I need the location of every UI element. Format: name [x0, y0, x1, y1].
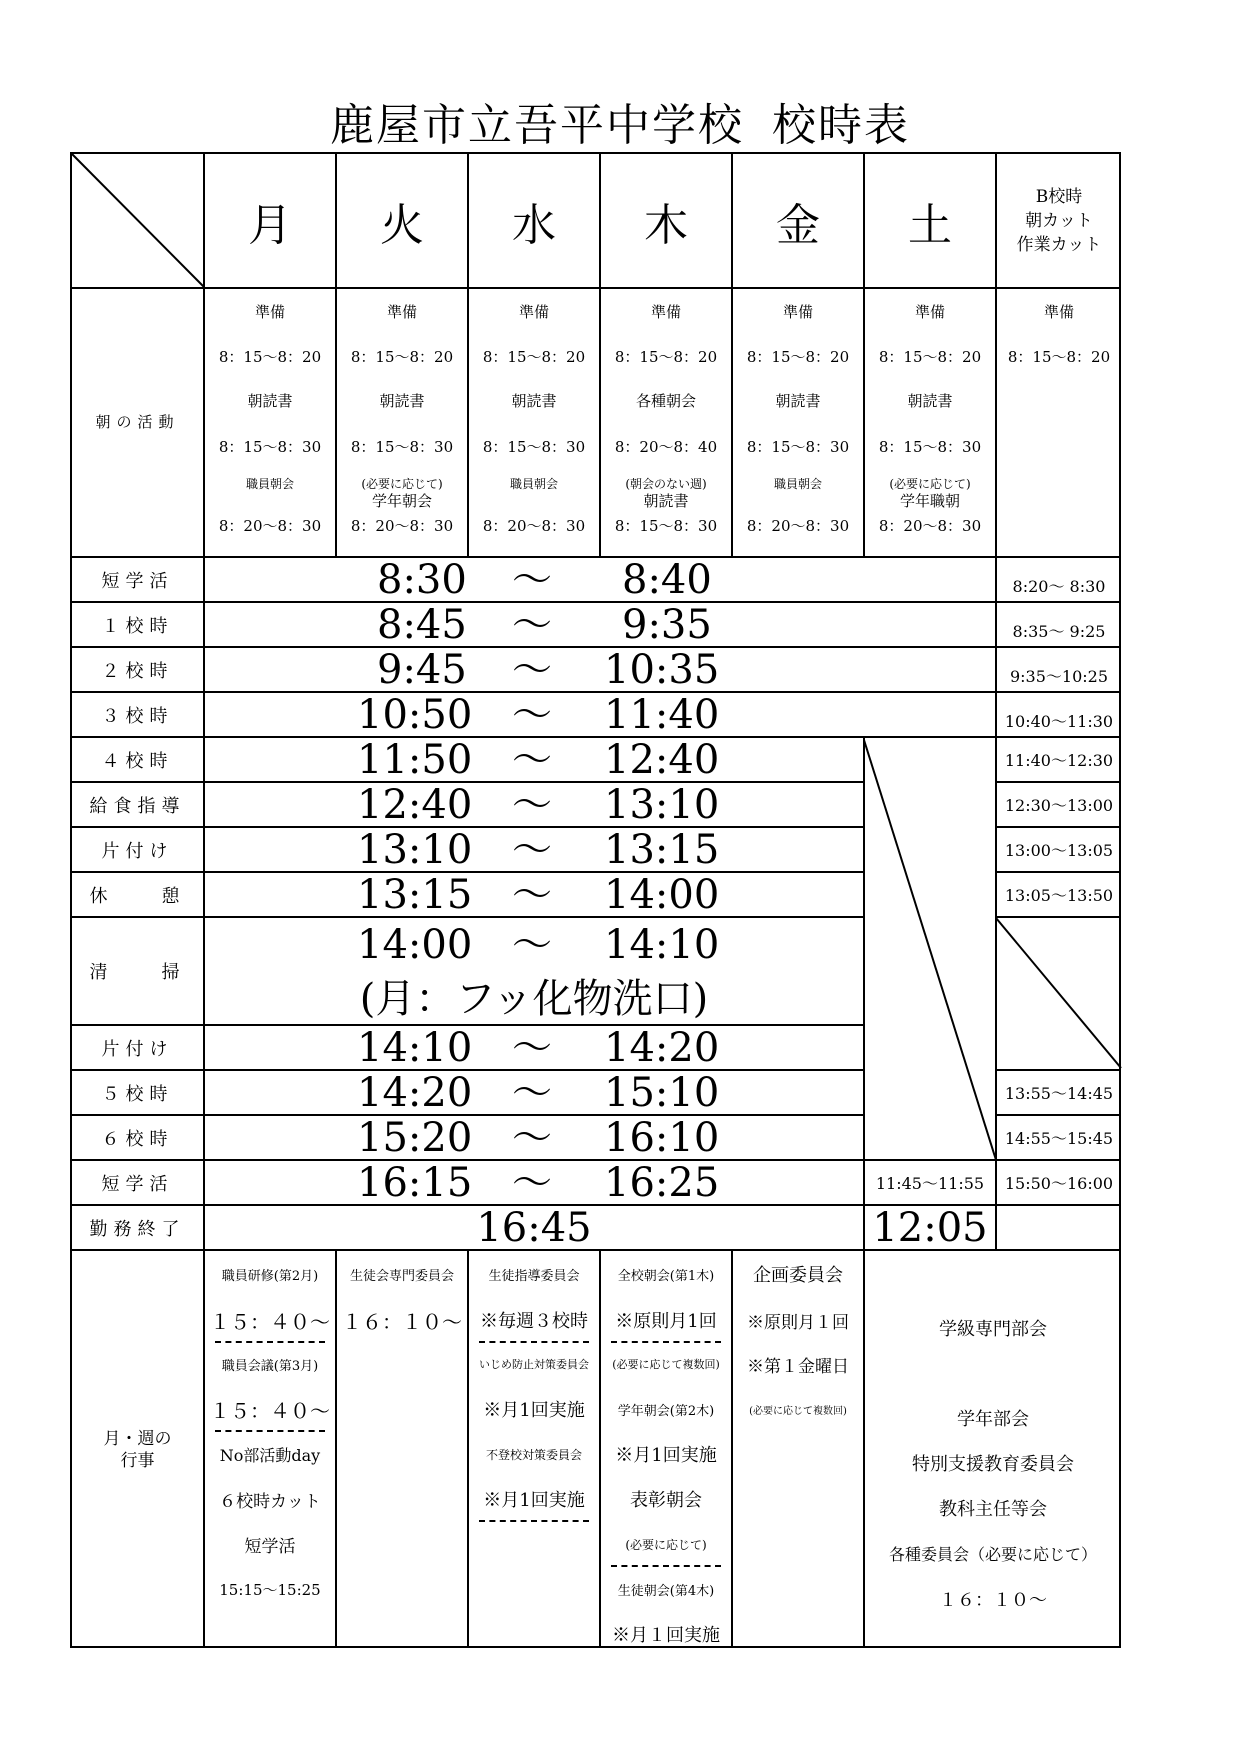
tilde: ～ [512, 871, 552, 918]
row-label-cell [70, 691, 203, 736]
event-text: １６：１０～ [939, 1590, 1047, 1611]
end-bcol-cell [995, 1204, 1121, 1249]
time-cell [203, 826, 863, 871]
time-cell [203, 871, 863, 916]
morning-text: 準備 [650, 302, 681, 321]
tilde: ～ [512, 826, 552, 873]
end-time: 10:35 [604, 646, 720, 693]
morning-text: 8：20～8：30 [482, 516, 586, 535]
event-text: 生徒朝会(第4木) [617, 1583, 715, 1599]
bcol-time: 13:00～13:05 [1004, 841, 1114, 860]
event-text: 各種委員会（必要に応じて） [888, 1544, 1097, 1564]
bcol-time: 12:30～13:00 [1004, 796, 1114, 815]
event-text: 生徒会専門委員会 [349, 1268, 454, 1284]
row-label: ４校時 [101, 750, 174, 772]
start-time: 14:00 [357, 922, 473, 968]
morning-text: 8：15～8：30 [482, 437, 586, 456]
event-text: 職員研修(第2月) [221, 1268, 319, 1284]
day-header [863, 152, 995, 287]
morning-text [205, 493, 335, 510]
time-cell [203, 1024, 863, 1069]
end-time: 8:40 [622, 556, 712, 603]
bcol-time: 10:40～11:30 [1004, 712, 1114, 731]
row-label-cell [70, 781, 203, 826]
saturday-time: 11:45～11:55 [875, 1174, 985, 1193]
morning-text: 8：15～8：30 [878, 437, 982, 456]
start-time: 13:15 [357, 871, 473, 918]
time-range [205, 1116, 863, 1159]
row-label-cell [70, 1024, 203, 1069]
row-label: 給食指導 [89, 795, 186, 817]
bcol-time-cell [995, 1069, 1121, 1114]
row-label-cell [70, 1114, 203, 1159]
timetable [70, 152, 1121, 1648]
morning-text [997, 511, 1121, 541]
row-label-cell [70, 1069, 203, 1114]
time-range [205, 828, 863, 871]
end-time: 16:25 [604, 1159, 720, 1206]
event-text: 企画委員会 [753, 1265, 843, 1286]
bcol-time: 13:55～14:45 [1004, 1084, 1114, 1103]
corner-cell [70, 152, 203, 287]
time-cell [203, 1069, 863, 1114]
morning-text: 8：15～8：30 [746, 437, 850, 456]
tilde: ～ [512, 1159, 552, 1206]
end-time: 14:00 [604, 871, 720, 918]
day-label: 月 [248, 199, 292, 251]
events-tue-cell [335, 1249, 467, 1648]
morning-text: 朝読書 [643, 492, 689, 510]
school-name: 鹿屋市立吾平中学校 [330, 100, 744, 151]
morning-text: 準備 [782, 302, 813, 321]
bcol-time: 9:35～10:25 [1009, 667, 1109, 686]
tilde: ～ [512, 646, 552, 693]
end-time: 14:10 [604, 922, 720, 968]
event-text: 全校朝会(第1木) [617, 1268, 715, 1284]
time-range [205, 603, 995, 646]
events-fri-cell [731, 1249, 863, 1648]
morning-text: 8：15～8：30 [614, 516, 718, 535]
bcol-header-line: B校時 [1035, 186, 1083, 207]
tilde: ～ [512, 1024, 552, 1071]
bcol-header-line: 朝カット [1025, 210, 1093, 231]
row-label-cell [70, 1159, 203, 1204]
time-cell [203, 736, 863, 781]
events-sat-cell [863, 1249, 1121, 1648]
morning-text: 準備 [518, 302, 549, 321]
row-label-cell [70, 646, 203, 691]
saturday-blank-cell [863, 736, 995, 1159]
morning-text: 8：20～8：30 [878, 516, 982, 535]
event-text: ※月1回実施 [483, 1490, 585, 1511]
tilde: ～ [512, 922, 552, 968]
morning-text [733, 493, 863, 510]
morning-text: 職員朝会 [773, 477, 822, 491]
time-range [205, 1026, 863, 1069]
row-label: １校時 [101, 615, 174, 637]
time-range [205, 920, 863, 970]
morning-text: 8：15～8：30 [218, 437, 322, 456]
end-time: 16:45 [476, 1204, 592, 1251]
event-text: (必要に応じて) [625, 1537, 707, 1552]
day-header [599, 152, 731, 287]
row-label: ５校時 [101, 1083, 174, 1105]
events-wed-cell [467, 1249, 599, 1648]
start-time: 14:20 [357, 1069, 473, 1116]
event-divider [611, 1565, 721, 1567]
row-label: ６校時 [101, 1128, 174, 1150]
row-label: 勤務終了 [89, 1218, 186, 1240]
tilde: ～ [512, 736, 552, 783]
morning-text: 準備 [1043, 302, 1074, 321]
row-label-cell [70, 826, 203, 871]
row-label-cell [70, 871, 203, 916]
tilde: ～ [512, 556, 552, 603]
row-label: 朝の活動 [95, 413, 180, 431]
bcol-header [995, 152, 1121, 287]
bcol-time-cell [995, 646, 1121, 691]
morning-text: 8：20～8：30 [746, 516, 850, 535]
events-label: 月・週の [103, 1428, 172, 1449]
start-time: 16:15 [357, 1159, 473, 1206]
row-label: 片付け [101, 1038, 174, 1060]
event-text: １５：４０～ [210, 1398, 330, 1423]
morning-text: 8：20～8：30 [218, 516, 322, 535]
morning-cell [599, 287, 731, 556]
morning-text: 準備 [914, 302, 945, 321]
event-text: ※月1回実施 [483, 1400, 585, 1421]
morning-text: 8：15～8：20 [614, 347, 718, 366]
events-mon-cell [203, 1249, 335, 1648]
event-text: 表彰朝会 [630, 1490, 702, 1511]
events-label: 行事 [120, 1450, 155, 1471]
row-label-cell [70, 556, 203, 601]
event-text: (必要に応じて複数回) [612, 1358, 720, 1371]
row-label-cell [70, 1204, 203, 1249]
bcol-time-cell [995, 781, 1121, 826]
event-text: いじめ防止対策委員会 [479, 1358, 589, 1371]
doc-title: 校時表 [772, 100, 910, 151]
morning-text: 8：15～8：20 [350, 347, 454, 366]
event-text: 学級専門部会 [939, 1319, 1047, 1340]
row-label: ３校時 [101, 705, 174, 727]
end-time: 11:40 [604, 691, 720, 738]
morning-cell [203, 287, 335, 556]
tilde: ～ [512, 601, 552, 648]
event-text: 15:15～15:25 [219, 1580, 321, 1599]
morning-cell [995, 287, 1121, 556]
end-time: 13:15 [604, 826, 720, 873]
event-divider [611, 1341, 721, 1343]
bcol-time-cell [995, 1114, 1121, 1159]
end-time: 15:10 [604, 1069, 720, 1116]
start-time: 12:40 [357, 781, 473, 828]
bcol-time-cell [995, 601, 1121, 646]
morning-text: 各種朝会 [635, 391, 696, 410]
end-time: 9:35 [622, 601, 712, 648]
morning-text: 学年朝会 [371, 492, 432, 510]
morning-text [997, 386, 1121, 416]
morning-text: 8：15～8：20 [1007, 347, 1111, 366]
morning-text: 準備 [386, 302, 417, 321]
morning-cell [863, 287, 995, 556]
start-time: 8:30 [377, 556, 467, 603]
morning-text [997, 493, 1121, 510]
time-range [205, 648, 995, 691]
day-label: 土 [908, 199, 952, 251]
bcol-time-cell [995, 1159, 1121, 1204]
event-text: 学年朝会(第2木) [617, 1403, 715, 1419]
time-cell [203, 781, 863, 826]
morning-text: (朝会のない週) [625, 477, 707, 491]
bcol-time-cell [995, 871, 1121, 916]
event-divider [479, 1341, 589, 1343]
time-cell [203, 916, 863, 1024]
start-time: 14:10 [357, 1024, 473, 1071]
event-text: ※毎週３校時 [480, 1311, 588, 1332]
start-time: 15:20 [357, 1114, 473, 1161]
cleaning-note: (月：フッ化物洗口) [359, 975, 709, 1022]
page-title [0, 96, 1240, 156]
morning-text: 朝読書 [511, 391, 557, 410]
morning-text: 8：20～8：30 [350, 516, 454, 535]
day-label: 金 [776, 199, 820, 251]
start-time: 11:50 [357, 736, 473, 783]
start-time: 9:45 [377, 646, 467, 693]
bcol-time: 8:35～ 9:25 [1012, 622, 1106, 641]
row-label-cell [70, 736, 203, 781]
morning-text: 学年職朝 [899, 492, 960, 510]
end-time: 16:10 [604, 1114, 720, 1161]
event-divider [215, 1341, 325, 1343]
bcol-time-cell [995, 736, 1121, 781]
row-label-cell [70, 916, 203, 1024]
bcol-time: 8:20～ 8:30 [1012, 577, 1106, 596]
time-range [205, 738, 863, 781]
bcol-blank-cell [995, 916, 1121, 1069]
morning-text: 8：15～8：20 [482, 347, 586, 366]
event-text: １５：４０～ [210, 1309, 330, 1334]
time-range [205, 693, 995, 736]
bcol-time: 11:40～12:30 [1004, 751, 1114, 770]
morning-text: 8：15～8：30 [350, 437, 454, 456]
tilde: ～ [512, 691, 552, 738]
tilde: ～ [512, 1114, 552, 1161]
event-divider [215, 1430, 325, 1432]
row-label: 短学活 [101, 570, 174, 592]
bcol-time: 13:05～13:50 [1004, 886, 1114, 905]
morning-text: 朝読書 [907, 391, 953, 410]
row-label: 休 憩 [89, 885, 186, 907]
event-text: ※月1回実施 [615, 1445, 717, 1466]
end-weekday-cell [203, 1204, 863, 1249]
day-label: 火 [380, 199, 424, 251]
morning-text: 準備 [254, 302, 285, 321]
morning-text [469, 493, 599, 510]
event-text: No部活動day [219, 1445, 321, 1465]
event-text: 教科主任等会 [939, 1499, 1047, 1520]
event-text: 短学活 [244, 1536, 296, 1557]
morning-text: (必要に応じて) [889, 477, 971, 491]
start-time: 10:50 [357, 691, 473, 738]
event-text: 学年部会 [957, 1409, 1029, 1430]
events-label-cell [70, 1249, 203, 1648]
end-time: 12:40 [604, 736, 720, 783]
day-label: 木 [644, 199, 688, 251]
time-range [205, 558, 995, 601]
time-range [205, 783, 863, 826]
morning-cell [467, 287, 599, 556]
morning-text: 8：15～8：20 [218, 347, 322, 366]
start-time: 8:45 [377, 601, 467, 648]
row-label: 清 掃 [89, 962, 186, 983]
row-label: 短学活 [101, 1173, 174, 1195]
day-header [335, 152, 467, 287]
tilde: ～ [512, 1069, 552, 1116]
day-header [731, 152, 863, 287]
event-divider [479, 1520, 589, 1522]
day-header [467, 152, 599, 287]
morning-label-cell [70, 287, 203, 556]
morning-cell [335, 287, 467, 556]
day-label: 水 [512, 199, 556, 251]
end-time-saturday: 12:05 [872, 1204, 988, 1251]
morning-text: 朝読書 [775, 391, 821, 410]
start-time: 13:10 [357, 826, 473, 873]
event-text: 不登校対策委員会 [485, 1447, 582, 1462]
time-cell [203, 601, 995, 646]
end-saturday-cell [863, 1204, 995, 1249]
time-cell [203, 646, 995, 691]
time-range [205, 1071, 863, 1114]
day-header [203, 152, 335, 287]
time-cell [203, 1114, 863, 1159]
event-text: 特別支援教育委員会 [912, 1454, 1074, 1475]
event-text: ※原則月１回 [747, 1312, 849, 1333]
morning-text: 8：15～8：20 [746, 347, 850, 366]
morning-text [997, 432, 1121, 462]
tilde: ～ [512, 781, 552, 828]
event-text: ※月１回実施 [612, 1625, 720, 1646]
saturday-time-cell [863, 1159, 995, 1204]
row-label: ２校時 [101, 660, 174, 682]
event-text: 生徒指導委員会 [488, 1268, 580, 1284]
end-time: 13:10 [604, 781, 720, 828]
end-time: 14:20 [604, 1024, 720, 1071]
events-thu-cell [599, 1249, 731, 1648]
morning-text [997, 477, 1121, 492]
morning-text: 職員朝会 [509, 477, 558, 491]
morning-text: (必要に応じて) [361, 477, 443, 491]
bcol-time: 14:55～15:45 [1004, 1129, 1114, 1148]
time-range [205, 873, 863, 916]
bcol-time: 15:50～16:00 [1004, 1174, 1114, 1193]
morning-cell [731, 287, 863, 556]
morning-text: 職員朝会 [245, 477, 294, 491]
bcol-time-cell [995, 826, 1121, 871]
event-text: 職員会議(第3月) [221, 1358, 319, 1374]
event-text: ６校時カット [219, 1491, 321, 1512]
event-text: １６：１０～ [342, 1309, 462, 1334]
time-range [205, 1161, 863, 1204]
row-label-cell [70, 601, 203, 646]
morning-text: 8：20～8：40 [614, 437, 718, 456]
bcol-header-line: 作業カット [1016, 234, 1102, 255]
bcol-time-cell [995, 556, 1121, 601]
morning-text: 朝読書 [247, 391, 293, 410]
row-label: 片付け [101, 840, 174, 862]
morning-text: 8：15～8：20 [878, 347, 982, 366]
event-text: ※第１金曜日 [747, 1356, 849, 1377]
time-cell [203, 691, 995, 736]
morning-text: 朝読書 [379, 391, 425, 410]
time-cell [203, 1159, 863, 1204]
event-text: (必要に応じて複数回) [749, 1405, 847, 1417]
bcol-time-cell [995, 691, 1121, 736]
event-text: ※原則月1回 [615, 1311, 717, 1332]
time-cell [203, 556, 995, 601]
